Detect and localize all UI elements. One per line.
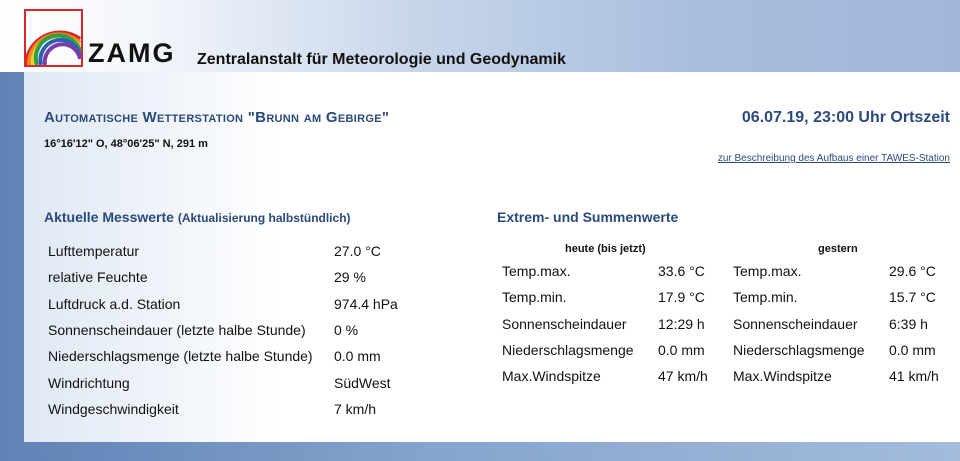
today-label: Niederschlagsmenge (502, 342, 634, 359)
yesterday-value: 6:39 h (889, 315, 928, 332)
measure-value: 0.0 mm (334, 348, 381, 365)
observation-datetime: 06.07.19, 23:00 Uhr Ortszeit (741, 109, 950, 126)
extreme-values-table (500, 258, 949, 389)
column-header-today: heute (bis jetzt) (565, 243, 646, 255)
yesterday-label: Max.Windspitze (733, 368, 832, 385)
today-label: Sonnenscheindauer (502, 315, 627, 332)
table-row (44, 291, 434, 317)
yesterday-value: 41 km/h (889, 368, 939, 385)
table-row (500, 363, 949, 389)
measure-label: Lufttemperatur (48, 243, 140, 260)
measure-label: Sonnenscheindauer (letzte halbe Stunde) (48, 322, 306, 339)
station-title: Automatische Wetterstation "Brunn am Gebirge" (44, 109, 390, 126)
yesterday-label: Temp.max. (733, 263, 802, 280)
org-name: Zentralanstalt für Meteorologie und Geodynamik (197, 51, 566, 68)
measure-label: Niederschlagsmenge (letzte halbe Stunde) (48, 348, 313, 365)
measure-label: Luftdruck a.d. Station (48, 295, 181, 312)
measure-value: 7 km/h (334, 400, 377, 417)
measure-label: Windrichtung (48, 374, 130, 391)
table-row (44, 238, 434, 264)
today-value: 0.0 mm (658, 342, 705, 359)
today-value: 47 km/h (658, 368, 708, 385)
today-label: Max.Windspitze (502, 368, 601, 385)
table-row (500, 258, 949, 284)
table-row (44, 369, 434, 395)
current-heading-title: Aktuelle Messwerte (44, 209, 174, 225)
current-values-table (44, 238, 434, 422)
table-row (500, 284, 949, 310)
measure-value: 974.4 hPa (334, 295, 398, 312)
column-header-yesterday: gestern (818, 243, 858, 255)
today-value: 12:29 h (658, 315, 705, 332)
station-description-link[interactable]: zur Beschreibung des Aufbaus einer TAWES-Station (717, 153, 950, 164)
measure-value: 0 % (334, 322, 359, 339)
yesterday-label: Temp.min. (733, 289, 798, 306)
station-coordinates: 16°16'12" O, 48°06'25" N, 291 m (44, 138, 208, 150)
table-row (44, 396, 434, 422)
measure-value: 29 % (334, 269, 366, 286)
measure-value: SüdWest (334, 374, 391, 391)
measure-value: 27.0 °C (334, 243, 381, 260)
today-label: Temp.min. (502, 289, 567, 306)
yesterday-value: 0.0 mm (889, 342, 936, 359)
extreme-values-heading: Extrem- und Summenwerte (497, 209, 679, 225)
rainbow-logo-icon[interactable] (24, 9, 84, 67)
yesterday-value: 15.7 °C (889, 289, 936, 306)
table-row (44, 317, 434, 343)
current-values-heading (44, 209, 351, 225)
table-row (44, 264, 434, 290)
current-heading-subtitle: (Aktualisierung halbstündlich) (177, 211, 351, 225)
yesterday-value: 29.6 °C (889, 263, 936, 280)
table-row (44, 343, 434, 369)
site-header (0, 0, 960, 72)
yesterday-label: Niederschlagsmenge (733, 342, 865, 359)
logo-text[interactable]: ZAMG (88, 38, 176, 68)
today-value: 17.9 °C (658, 289, 705, 306)
measure-label: Windgeschwindigkeit (48, 400, 179, 417)
station-panel (24, 72, 960, 442)
measure-label: relative Feuchte (48, 269, 148, 286)
today-value: 33.6 °C (658, 263, 705, 280)
table-row (500, 311, 949, 337)
table-row (500, 337, 949, 363)
yesterday-label: Sonnenscheindauer (733, 315, 858, 332)
today-label: Temp.max. (502, 263, 571, 280)
